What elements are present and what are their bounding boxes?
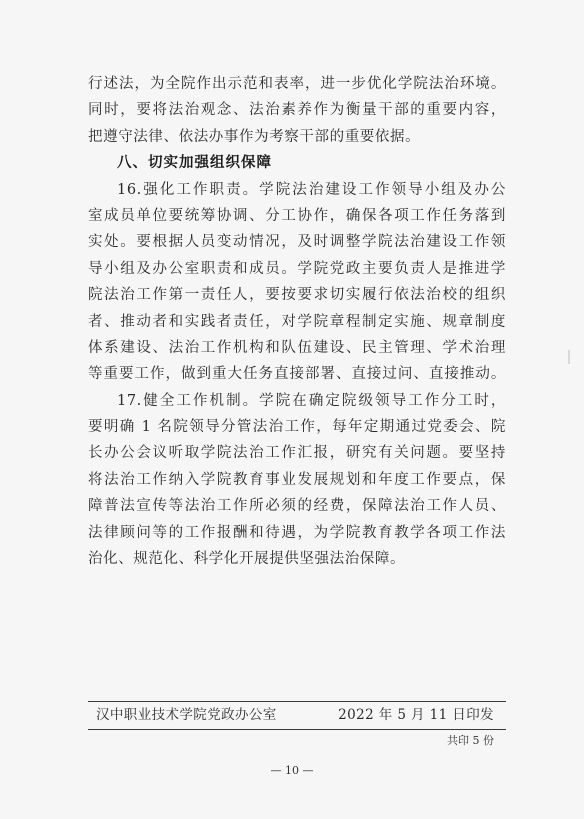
document-body: [88, 71, 506, 572]
text-line: 者、推动者和实践者责任，对学院章程制定实施、规章制度: [88, 313, 506, 330]
footer-top-rule: [88, 701, 506, 702]
text-line: 将法治工作纳入学院教育事业发展规划和年度工作要点，保: [88, 471, 506, 488]
section-heading: 八、切实加强组织保障: [117, 155, 272, 172]
text-line: 治化、规范化、科学化开展提供坚强法治保障。: [88, 551, 406, 568]
text-line: 同时，要将法治观念、法治素养作为衡量干部的重要内容，: [88, 102, 506, 119]
text-line: 要明确 1 名院领导分管法治工作，每年定期通过党委会、院: [88, 419, 506, 436]
text-line: 16.强化工作职责。学院法治建设工作领导小组及办公: [117, 181, 506, 198]
text-line: 17.健全工作机制。学院在确定院级领导工作分工时，: [117, 392, 506, 409]
page-number: — 10 —: [270, 764, 314, 777]
text-line: 法律顾问等的工作报酬和待遇，为学院教育教学各项工作法: [88, 524, 506, 541]
text-line: 障普法宣传等法治工作所必须的经费，保障法治工作人员、: [88, 498, 506, 515]
text-line: 室成员单位要统筹协调、分工协作，确保各项工作任务落到: [88, 207, 506, 224]
issuer-name: 汉中职业技术学院党政办公室: [96, 707, 277, 723]
text-line: 等重要工作，做到重大任务直接部署、直接过问、直接推动。: [88, 366, 506, 383]
text-line: 体系建设、法治工作机构和队伍建设、民主管理、学术治理: [88, 339, 506, 356]
footer-issue-line: [96, 704, 494, 726]
text-line: 把遵守法律、依法办事作为考察干部的重要依据。: [88, 128, 421, 145]
scan-margin-mark: [568, 350, 570, 364]
text-line: 行述法，为全院作出示范和表率，进一步优化学院法治环境。: [88, 76, 506, 92]
issue-date: 2022 年 5 月 11 日印发: [338, 707, 494, 723]
print-copies: 共印 5 份: [447, 734, 494, 747]
text-line: 长办公会议听取学院法治工作汇报，研究有关问题。要坚持: [88, 445, 506, 462]
text-line: 院法治工作第一责任人，要按要求切实履行依法治校的组织: [88, 287, 506, 304]
text-line: 导小组及办公室职责和成员。学院党政主要负责人是推进学: [88, 260, 506, 277]
text-line: 实处。要根据人员变动情况，及时调整学院法治建设工作领: [88, 234, 506, 251]
footer-bottom-rule: [88, 729, 506, 730]
